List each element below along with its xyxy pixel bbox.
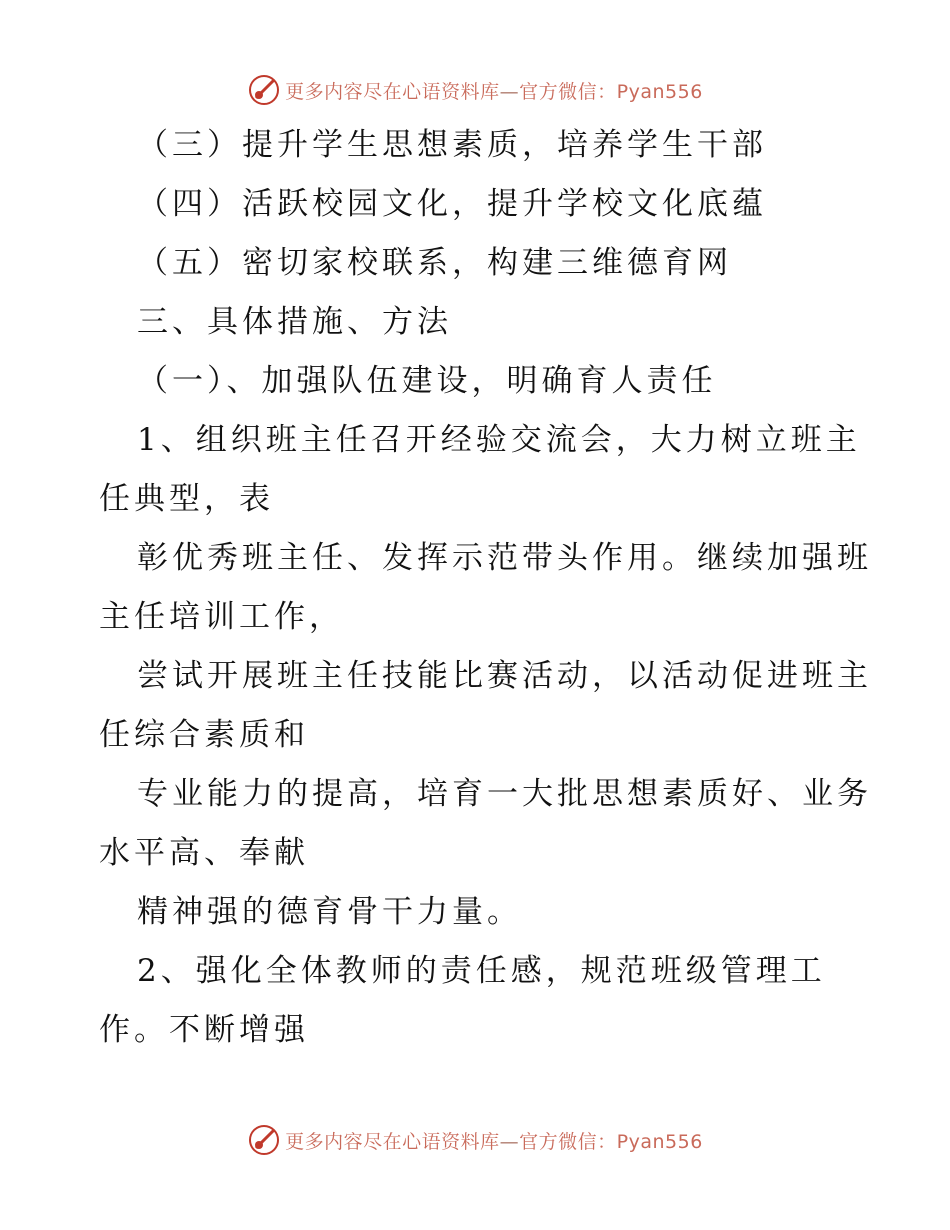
text-line: 1、组织班主任召开经验交流会，大力树立班主 [137,422,861,458]
text-line: （四）活跃校园文化，提升学校文化底蕴 [137,186,767,222]
text-line: 尝试开展班主任技能比赛活动，以活动促进班主 [137,658,872,694]
watermark-brand: 更多内容尽在心语资料库 [285,80,500,103]
text-line: 任典型，表 [99,481,274,517]
text-line: 彰优秀班主任、发挥示范带头作用。继续加强班 [137,540,872,576]
quill-logo-icon [247,73,281,107]
text-line: 水平高、奉献 [99,835,309,871]
watermark-brand: 更多内容尽在心语资料库 [285,1130,500,1153]
quill-logo-icon [247,1123,281,1157]
watermark-separator: — [499,1130,520,1153]
text-line: （三）提升学生思想素质，培养学生干部 [137,127,767,163]
text-line: （五）密切家校联系，构建三维德育网 [137,245,732,281]
text-line: 作。不断增强 [99,1012,309,1048]
header-watermark [0,70,950,110]
text-line: 专业能力的提高，培育一大批思想素质好、业务 [137,776,872,812]
text-line: 任综合素质和 [99,717,309,753]
watermark-contact: 官方微信：Pyan556 [519,80,703,103]
watermark-separator: — [499,80,520,103]
section-heading: 三、具体措施、方法 [137,304,452,340]
text-line: 主任培训工作， [99,599,344,635]
watermark-contact: 官方微信：Pyan556 [519,1130,703,1153]
footer-watermark [0,1120,950,1160]
text-line: 精神强的德育骨干力量。 [137,894,522,930]
text-line: 2、强化全体教师的责任感，规范班级管理工 [137,953,826,989]
subsection-heading: （一）、加强队伍建设，明确育人责任 [137,363,717,399]
